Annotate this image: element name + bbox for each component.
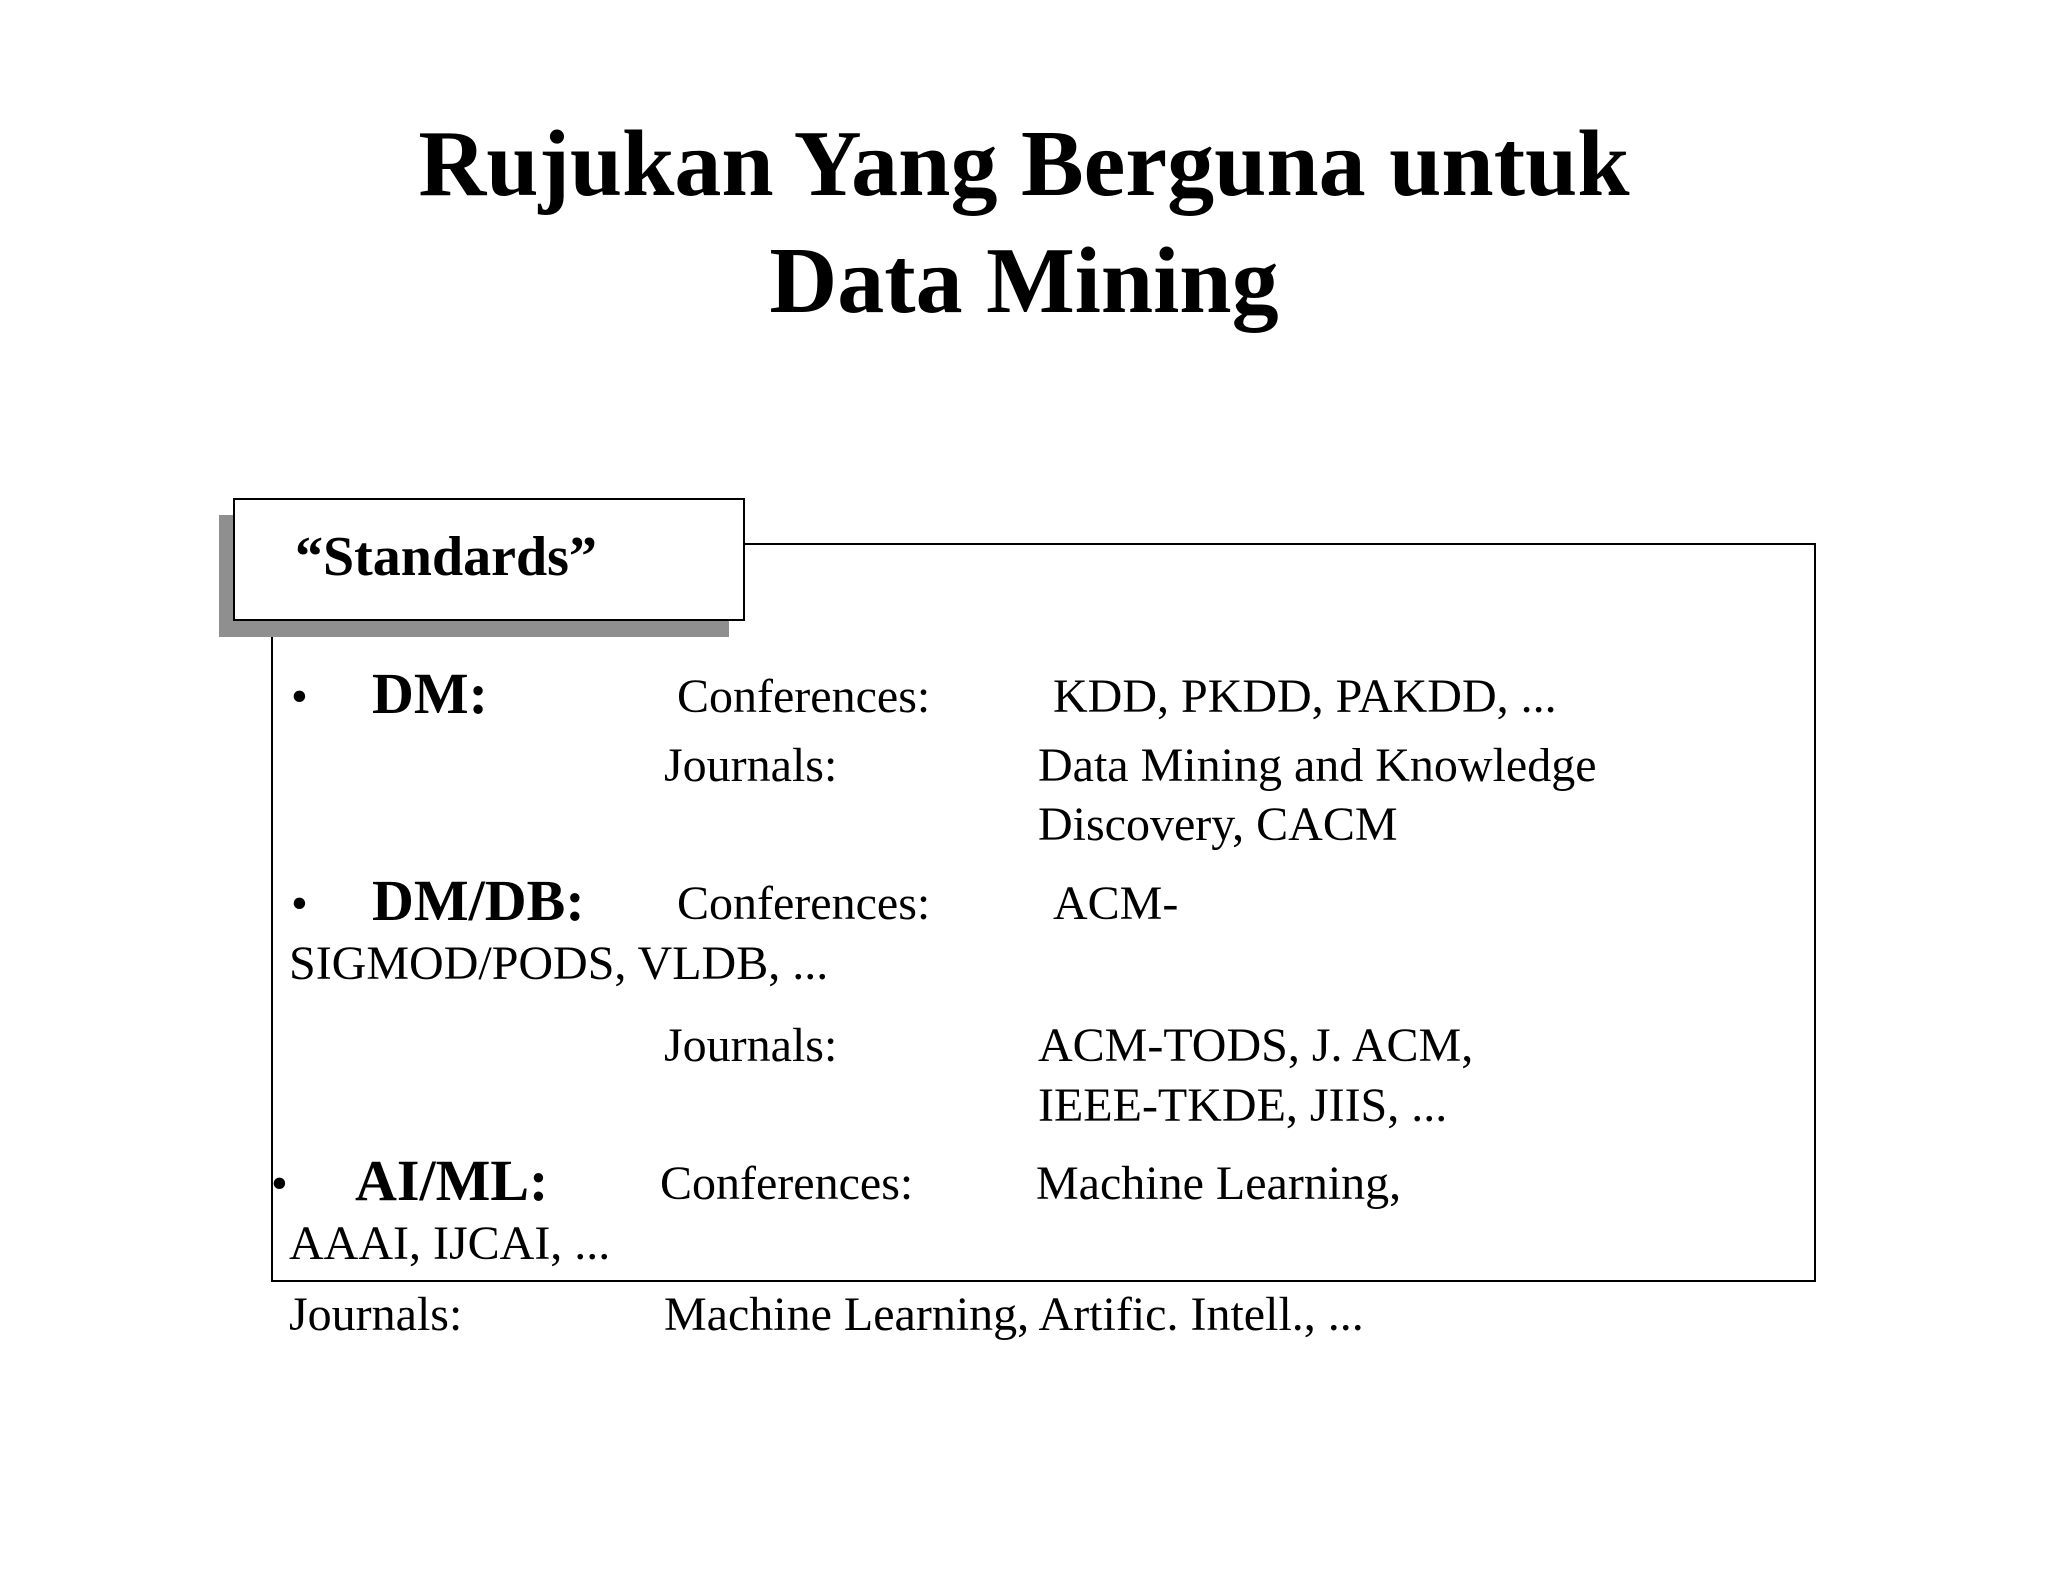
bullet: •: [291, 877, 308, 930]
journals-value: Machine Learning, Artific. Intell., ...: [664, 1288, 1364, 1341]
conferences-label: Conferences:: [660, 1157, 914, 1210]
journals-value: Data Mining and Knowledge: [1038, 739, 1597, 792]
journals-value: Discovery, CACM: [1038, 798, 1398, 851]
conferences-value: SIGMOD/PODS, VLDB, ...: [289, 937, 829, 990]
area-ai-ml: AI/ML:: [355, 1148, 549, 1213]
page-title-line-2: Data Mining: [769, 229, 1279, 333]
standards-tab-label: “Standards”: [295, 526, 597, 588]
conferences-value: ACM-: [1053, 877, 1179, 930]
bullet: •: [271, 1157, 288, 1210]
conferences-value: AAAI, IJCAI, ...: [289, 1217, 611, 1270]
conferences-label: Conferences:: [677, 877, 931, 930]
area-dm-db: DM/DB:: [372, 868, 585, 933]
journals-label: Journals:: [289, 1288, 463, 1341]
journals-value: ACM-TODS, J. ACM,: [1038, 1019, 1474, 1072]
conferences-value: KDD, PKDD, PAKDD, ...: [1053, 670, 1557, 723]
journals-label: Journals:: [664, 739, 838, 792]
page-title-line-1: Rujukan Yang Berguna untuk: [418, 112, 1630, 216]
standards-tab: [233, 498, 745, 621]
area-dm: DM:: [372, 661, 488, 726]
bullet: •: [291, 670, 308, 723]
journals-label: Journals:: [664, 1019, 838, 1072]
conferences-value: Machine Learning,: [1036, 1157, 1402, 1210]
journals-value: IEEE-TKDE, JIIS, ...: [1038, 1079, 1448, 1132]
conferences-label: Conferences:: [677, 670, 931, 723]
